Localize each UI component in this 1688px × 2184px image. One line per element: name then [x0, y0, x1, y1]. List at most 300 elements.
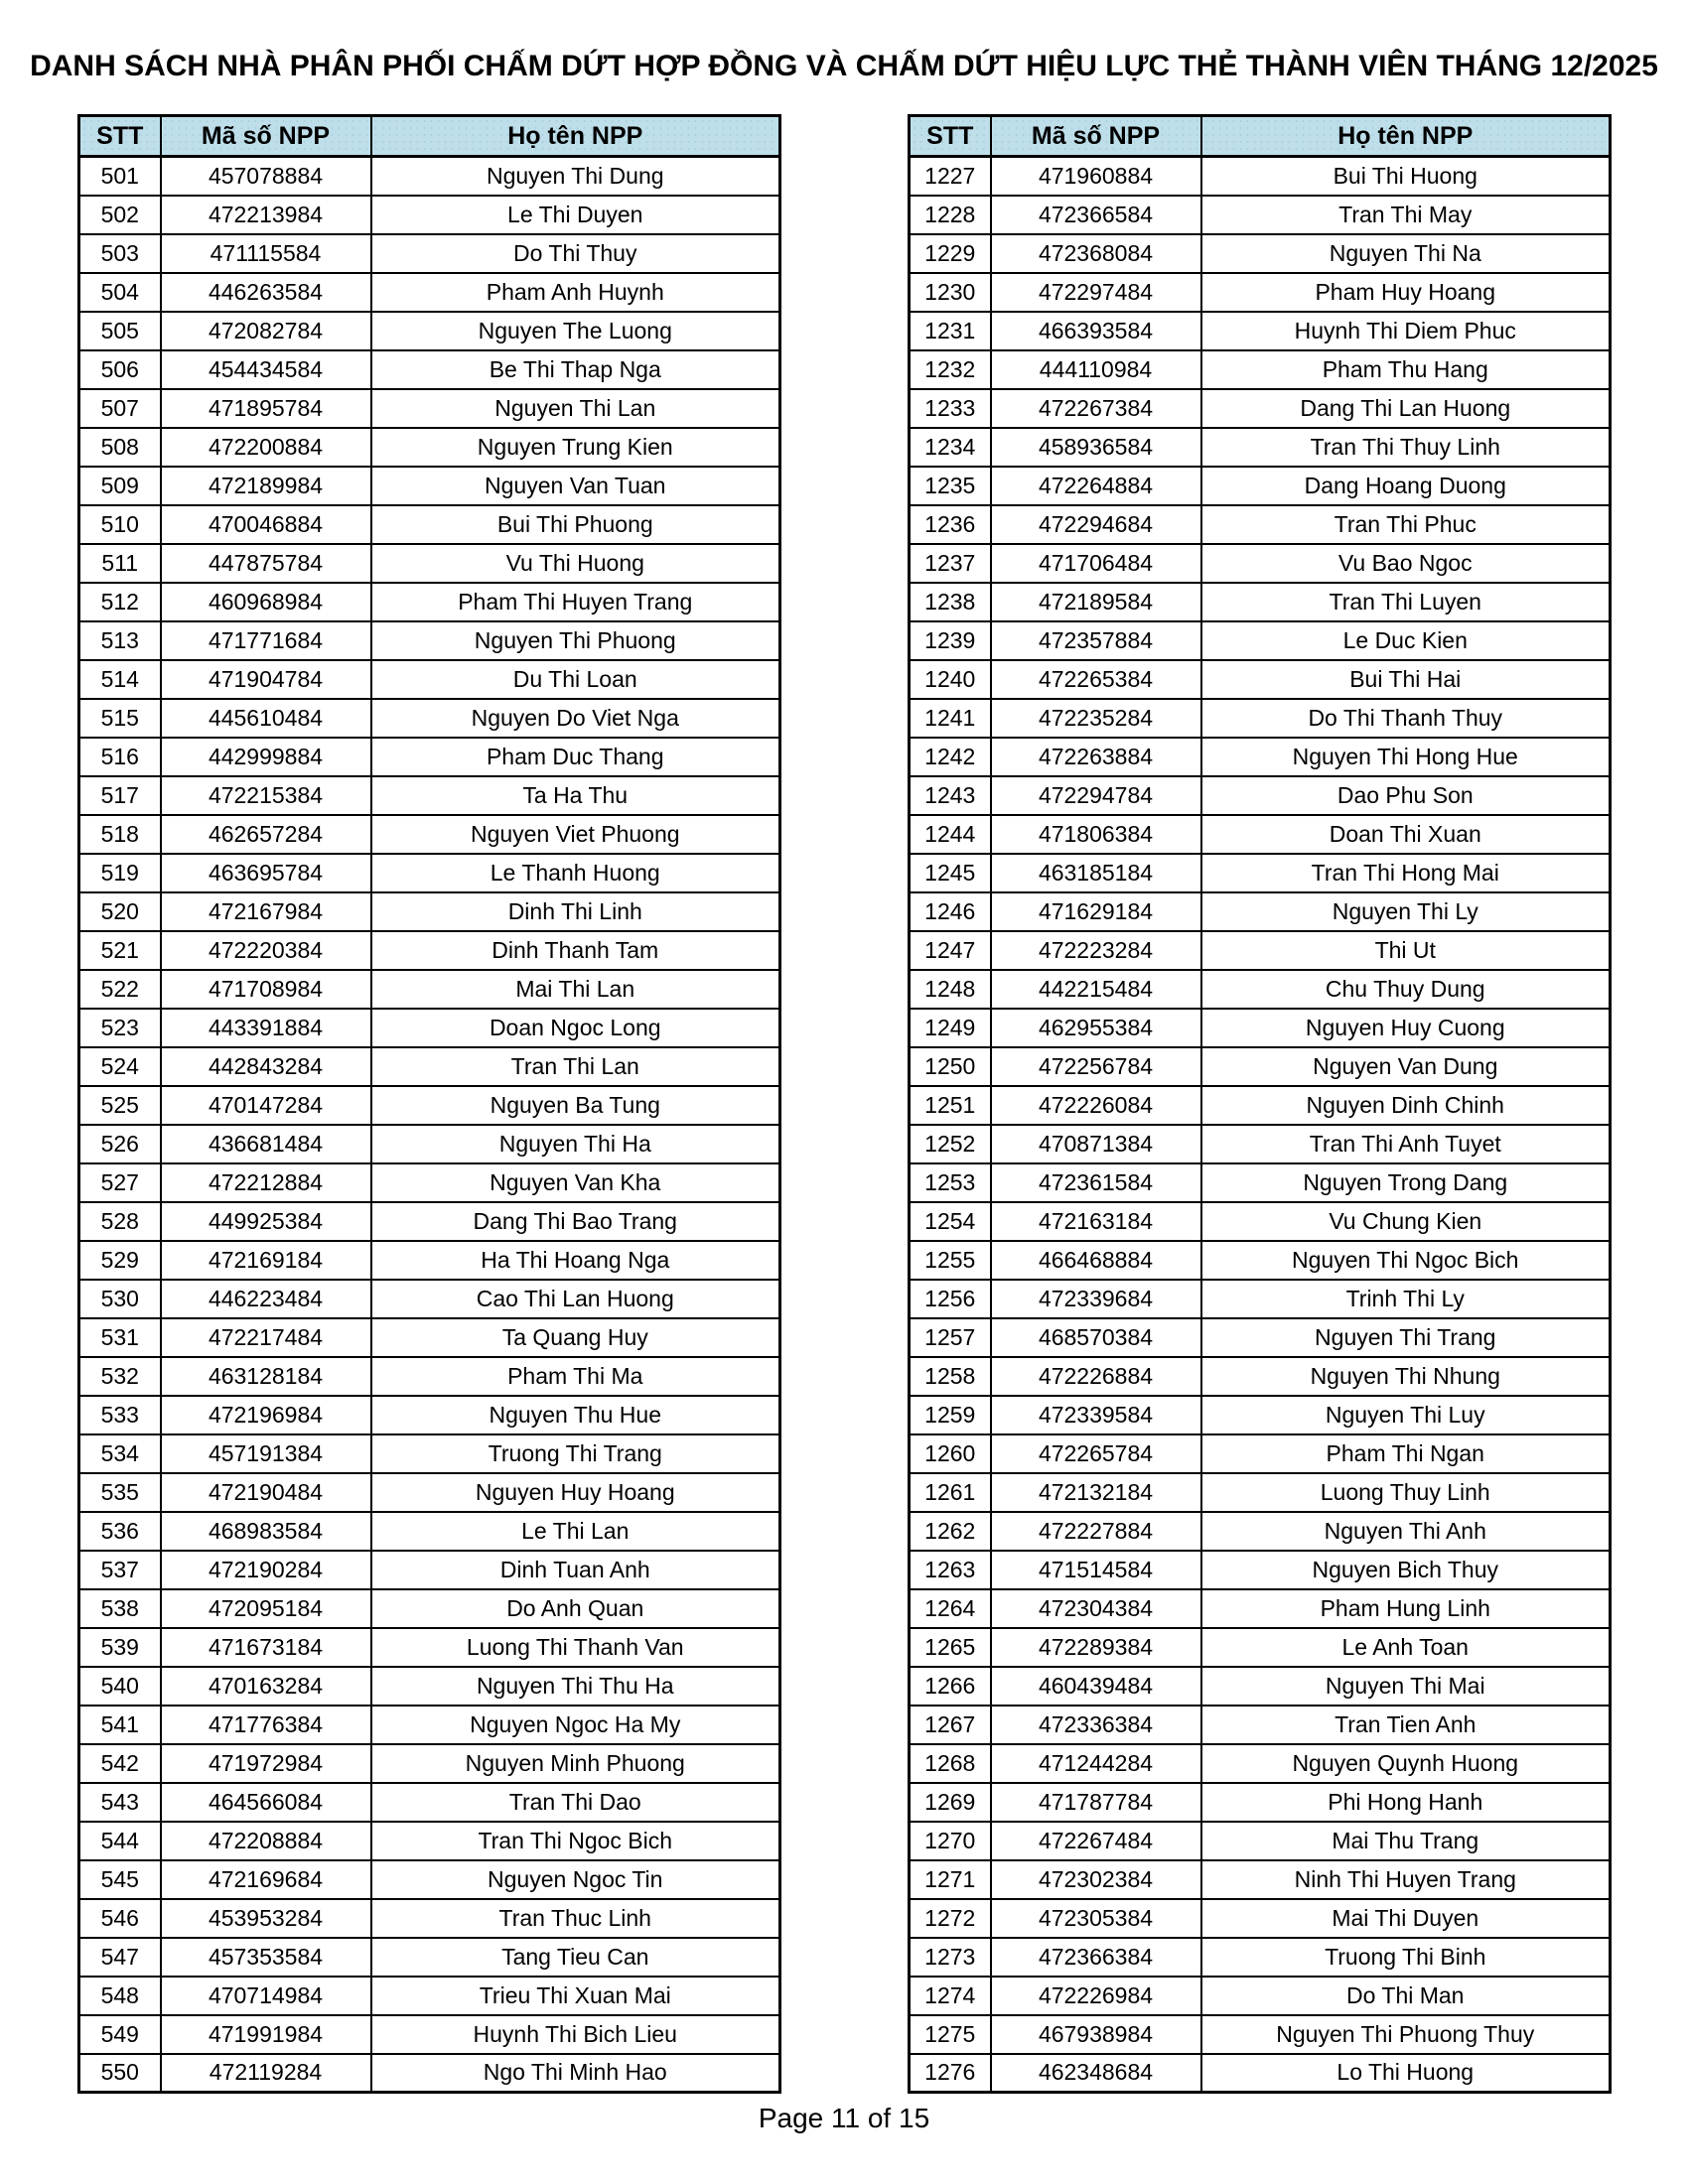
table-row [79, 815, 780, 854]
npp-name-cell: Do Thi Man [1201, 1977, 1611, 2015]
stt-cell: 549 [79, 2015, 161, 2054]
table-row [79, 699, 780, 738]
npp-name-cell: Bui Thi Hai [1201, 660, 1611, 699]
npp-name-cell: Dang Hoang Duong [1201, 467, 1611, 505]
stt-cell: 504 [79, 273, 161, 312]
npp-name-cell: Pham Anh Huynh [371, 273, 780, 312]
npp-code-cell: 458936584 [991, 428, 1201, 467]
npp-name-cell: Tran Thi Thuy Linh [1201, 428, 1611, 467]
column-header: STT [79, 116, 161, 157]
table-row [79, 1357, 780, 1396]
table-row [910, 776, 1611, 815]
stt-cell: 537 [79, 1551, 161, 1589]
table-row [910, 1977, 1611, 2015]
npp-name-cell: Thi Ut [1201, 931, 1611, 970]
npp-code-cell: 463185184 [991, 854, 1201, 892]
npp-name-cell: Nguyen Thi Hong Hue [1201, 738, 1611, 776]
npp-name-cell: Mai Thu Trang [1201, 1822, 1611, 1860]
page-title: DANH SÁCH NHÀ PHÂN PHỐI CHẤM DỨT HỢP ĐỒNG VÀ CHẤM DỨT HIỆU LỰC THẺ THÀNH VIÊN THÁNG 12/2025 [30, 50, 1658, 82]
table-row [910, 1357, 1611, 1396]
table-row [79, 1473, 780, 1512]
column-header: STT [910, 116, 991, 157]
npp-name-cell: Do Thi Thuy [371, 234, 780, 273]
stt-cell: 1266 [910, 1667, 991, 1706]
npp-code-cell: 472226984 [991, 1977, 1201, 2015]
npp-code-cell: 472212884 [161, 1163, 371, 1202]
npp-name-cell: Tran Tien Anh [1201, 1706, 1611, 1744]
npp-name-cell: Tran Thi Phuc [1201, 505, 1611, 544]
table-row [79, 1899, 780, 1938]
stt-cell: 1262 [910, 1512, 991, 1551]
npp-code-cell: 471972984 [161, 1744, 371, 1783]
npp-table-right [908, 114, 1612, 2094]
npp-name-cell: Vu Bao Ngoc [1201, 544, 1611, 583]
table-row [79, 157, 780, 196]
stt-cell: 1230 [910, 273, 991, 312]
table-row [79, 1318, 780, 1357]
npp-code-cell: 472304384 [991, 1589, 1201, 1628]
table-row [910, 350, 1611, 389]
npp-name-cell: Nguyen Van Tuan [371, 467, 780, 505]
column-header: Họ tên NPP [371, 116, 780, 157]
table-row [910, 2054, 1611, 2093]
npp-name-cell: Pham Duc Thang [371, 738, 780, 776]
npp-code-cell: 446263584 [161, 273, 371, 312]
stt-cell: 1251 [910, 1086, 991, 1125]
stt-cell: 1274 [910, 1977, 991, 2015]
stt-cell: 525 [79, 1086, 161, 1125]
table-row [79, 1241, 780, 1280]
table-row [910, 1628, 1611, 1667]
stt-cell: 514 [79, 660, 161, 699]
table-row [79, 350, 780, 389]
npp-name-cell: Huynh Thi Diem Phuc [1201, 312, 1611, 350]
table-row [910, 854, 1611, 892]
stt-cell: 535 [79, 1473, 161, 1512]
stt-cell: 506 [79, 350, 161, 389]
npp-code-cell: 467938984 [991, 2015, 1201, 2054]
stt-cell: 531 [79, 1318, 161, 1357]
npp-name-cell: Dinh Tuan Anh [371, 1551, 780, 1589]
npp-code-cell: 471991984 [161, 2015, 371, 2054]
npp-code-cell: 446223484 [161, 1280, 371, 1318]
table-row [910, 1434, 1611, 1473]
npp-name-cell: Nguyen Thi Anh [1201, 1512, 1611, 1551]
npp-code-cell: 472200884 [161, 428, 371, 467]
npp-name-cell: Dinh Thanh Tam [371, 931, 780, 970]
npp-code-cell: 462348684 [991, 2054, 1201, 2093]
table-row [79, 970, 780, 1009]
stt-cell: 1264 [910, 1589, 991, 1628]
npp-name-cell: Tran Thi Dao [371, 1783, 780, 1822]
stt-cell: 508 [79, 428, 161, 467]
table-row [79, 1009, 780, 1047]
table-row [79, 1512, 780, 1551]
npp-code-cell: 464566084 [161, 1783, 371, 1822]
npp-name-cell: Nguyen Huy Cuong [1201, 1009, 1611, 1047]
npp-code-cell: 472169184 [161, 1241, 371, 1280]
npp-name-cell: Nguyen Ngoc Ha My [371, 1706, 780, 1744]
table-row [79, 1783, 780, 1822]
npp-name-cell: Mai Thi Lan [371, 970, 780, 1009]
stt-cell: 538 [79, 1589, 161, 1628]
npp-code-cell: 472189984 [161, 467, 371, 505]
npp-code-cell: 472366584 [991, 196, 1201, 234]
npp-name-cell: Ninh Thi Huyen Trang [1201, 1860, 1611, 1899]
npp-code-cell: 472294684 [991, 505, 1201, 544]
npp-code-cell: 472235284 [991, 699, 1201, 738]
npp-name-cell: Le Thi Lan [371, 1512, 780, 1551]
table-row [910, 1860, 1611, 1899]
stt-cell: 507 [79, 389, 161, 428]
stt-cell: 545 [79, 1860, 161, 1899]
stt-cell: 510 [79, 505, 161, 544]
npp-name-cell: Do Thi Thanh Thuy [1201, 699, 1611, 738]
npp-name-cell: Chu Thuy Dung [1201, 970, 1611, 1009]
npp-name-cell: Pham Thi Ma [371, 1357, 780, 1396]
npp-code-cell: 472163184 [991, 1202, 1201, 1241]
npp-name-cell: Nguyen Trung Kien [371, 428, 780, 467]
npp-code-cell: 471787784 [991, 1783, 1201, 1822]
npp-name-cell: Dao Phu Son [1201, 776, 1611, 815]
npp-name-cell: Nguyen Thi Phuong Thuy [1201, 2015, 1611, 2054]
column-header: Họ tên NPP [1201, 116, 1611, 157]
table-row [910, 157, 1611, 196]
npp-name-cell: Nguyen Huy Hoang [371, 1473, 780, 1512]
table-row [910, 1125, 1611, 1163]
stt-cell: 1267 [910, 1706, 991, 1744]
npp-code-cell: 472267484 [991, 1822, 1201, 1860]
npp-code-cell: 442999884 [161, 738, 371, 776]
table-row [910, 234, 1611, 273]
npp-code-cell: 472196984 [161, 1396, 371, 1434]
table-row [910, 970, 1611, 1009]
npp-name-cell: Nguyen Thi Dung [371, 157, 780, 196]
npp-code-cell: 471771684 [161, 621, 371, 660]
stt-cell: 1245 [910, 854, 991, 892]
npp-name-cell: Doan Thi Xuan [1201, 815, 1611, 854]
npp-code-cell: 472169684 [161, 1860, 371, 1899]
npp-code-cell: 472305384 [991, 1899, 1201, 1938]
stt-cell: 1253 [910, 1163, 991, 1202]
npp-name-cell: Trinh Thi Ly [1201, 1280, 1611, 1318]
stt-cell: 547 [79, 1938, 161, 1977]
table-row [910, 660, 1611, 699]
table-row [79, 660, 780, 699]
stt-cell: 1263 [910, 1551, 991, 1589]
stt-cell: 530 [79, 1280, 161, 1318]
table-row [79, 621, 780, 660]
npp-name-cell: Nguyen Thi Phuong [371, 621, 780, 660]
npp-code-cell: 472366384 [991, 1938, 1201, 1977]
npp-name-cell: Ta Ha Thu [371, 776, 780, 815]
stt-cell: 520 [79, 892, 161, 931]
column-header: Mã số NPP [991, 116, 1201, 157]
npp-name-cell: Ha Thi Hoang Nga [371, 1241, 780, 1280]
npp-code-cell: 462657284 [161, 815, 371, 854]
npp-code-cell: 472208884 [161, 1822, 371, 1860]
table-row [910, 1822, 1611, 1860]
npp-code-cell: 471895784 [161, 389, 371, 428]
table-row [79, 1125, 780, 1163]
table-row [910, 1589, 1611, 1628]
stt-cell: 502 [79, 196, 161, 234]
table-row [910, 544, 1611, 583]
npp-code-cell: 472368084 [991, 234, 1201, 273]
npp-code-cell: 460439484 [991, 1667, 1201, 1706]
table-row [910, 1318, 1611, 1357]
npp-name-cell: Lo Thi Huong [1201, 2054, 1611, 2093]
table-row [79, 854, 780, 892]
table-row [910, 1667, 1611, 1706]
npp-code-cell: 454434584 [161, 350, 371, 389]
table-row [79, 312, 780, 350]
npp-code-cell: 463695784 [161, 854, 371, 892]
npp-name-cell: Nguyen Thi Ngoc Bich [1201, 1241, 1611, 1280]
stt-cell: 1235 [910, 467, 991, 505]
table-row [910, 1009, 1611, 1047]
npp-name-cell: Nguyen The Luong [371, 312, 780, 350]
table-row [79, 1589, 780, 1628]
npp-name-cell: Nguyen Van Kha [371, 1163, 780, 1202]
npp-code-cell: 471244284 [991, 1744, 1201, 1783]
table-row [910, 1473, 1611, 1512]
npp-code-cell: 468983584 [161, 1512, 371, 1551]
table-row [910, 467, 1611, 505]
stt-cell: 529 [79, 1241, 161, 1280]
npp-name-cell: Le Thi Duyen [371, 196, 780, 234]
table-row [910, 1899, 1611, 1938]
stt-cell: 513 [79, 621, 161, 660]
npp-code-cell: 471706484 [991, 544, 1201, 583]
npp-name-cell: Dinh Thi Linh [371, 892, 780, 931]
npp-name-cell: Nguyen Ba Tung [371, 1086, 780, 1125]
npp-code-cell: 470147284 [161, 1086, 371, 1125]
stt-cell: 1227 [910, 157, 991, 196]
npp-code-cell: 445610484 [161, 699, 371, 738]
stt-cell: 518 [79, 815, 161, 854]
npp-name-cell: Mai Thi Duyen [1201, 1899, 1611, 1938]
table-row [79, 116, 780, 157]
table-row [79, 776, 780, 815]
npp-code-cell: 471776384 [161, 1706, 371, 1744]
stt-cell: 536 [79, 1512, 161, 1551]
npp-code-cell: 471629184 [991, 892, 1201, 931]
npp-name-cell: Nguyen Quynh Huong [1201, 1744, 1611, 1783]
npp-code-cell: 472119284 [161, 2054, 371, 2093]
npp-code-cell: 472339684 [991, 1280, 1201, 1318]
table-row [910, 931, 1611, 970]
npp-code-cell: 442843284 [161, 1047, 371, 1086]
npp-code-cell: 471960884 [991, 157, 1201, 196]
npp-code-cell: 472189584 [991, 583, 1201, 621]
stt-cell: 522 [79, 970, 161, 1009]
npp-name-cell: Nguyen Thi Trang [1201, 1318, 1611, 1357]
npp-name-cell: Nguyen Thi Ly [1201, 892, 1611, 931]
npp-code-cell: 466393584 [991, 312, 1201, 350]
table-row [910, 1280, 1611, 1318]
table-row [910, 1512, 1611, 1551]
npp-table-left [77, 114, 781, 2094]
npp-code-cell: 472294784 [991, 776, 1201, 815]
table-row [79, 1163, 780, 1202]
npp-code-cell: 472226884 [991, 1357, 1201, 1396]
npp-code-cell: 472132184 [991, 1473, 1201, 1512]
npp-code-cell: 457191384 [161, 1434, 371, 1473]
table-header-row [79, 116, 780, 157]
stt-cell: 539 [79, 1628, 161, 1667]
npp-name-cell: Nguyen Trong Dang [1201, 1163, 1611, 1202]
npp-name-cell: Tang Tieu Can [371, 1938, 780, 1977]
npp-name-cell: Nguyen Ngoc Tin [371, 1860, 780, 1899]
table-row [79, 1744, 780, 1783]
table-row [79, 273, 780, 312]
npp-code-cell: 471514584 [991, 1551, 1201, 1589]
npp-code-cell: 472357884 [991, 621, 1201, 660]
npp-code-cell: 472265784 [991, 1434, 1201, 1473]
table-row [910, 196, 1611, 234]
table-row [79, 1977, 780, 2015]
npp-code-cell: 470046884 [161, 505, 371, 544]
stt-cell: 512 [79, 583, 161, 621]
stt-cell: 1249 [910, 1009, 991, 1047]
npp-code-cell: 472227884 [991, 1512, 1201, 1551]
stt-cell: 532 [79, 1357, 161, 1396]
table-row [910, 1938, 1611, 1977]
npp-name-cell: Tran Thi Lan [371, 1047, 780, 1086]
npp-code-cell: 453953284 [161, 1899, 371, 1938]
npp-code-cell: 466468884 [991, 1241, 1201, 1280]
npp-name-cell: Pham Huy Hoang [1201, 273, 1611, 312]
npp-code-cell: 472256784 [991, 1047, 1201, 1086]
npp-name-cell: Tran Thi Anh Tuyet [1201, 1125, 1611, 1163]
stt-cell: 1265 [910, 1628, 991, 1667]
npp-code-cell: 443391884 [161, 1009, 371, 1047]
npp-name-cell: Bui Thi Huong [1201, 157, 1611, 196]
stt-cell: 527 [79, 1163, 161, 1202]
npp-name-cell: Truong Thi Trang [371, 1434, 780, 1473]
npp-name-cell: Phi Hong Hanh [1201, 1783, 1611, 1822]
stt-cell: 1228 [910, 196, 991, 234]
table-row [910, 738, 1611, 776]
npp-code-cell: 472289384 [991, 1628, 1201, 1667]
npp-name-cell: Pham Thu Hang [1201, 350, 1611, 389]
table-row [79, 428, 780, 467]
npp-code-cell: 470871384 [991, 1125, 1201, 1163]
stt-cell: 548 [79, 1977, 161, 2015]
npp-code-cell: 457078884 [161, 157, 371, 196]
table-row [79, 544, 780, 583]
table-row [79, 1396, 780, 1434]
npp-code-cell: 472190484 [161, 1473, 371, 1512]
table-row [910, 1783, 1611, 1822]
npp-code-cell: 472190284 [161, 1551, 371, 1589]
stt-cell: 1242 [910, 738, 991, 776]
stt-cell: 517 [79, 776, 161, 815]
table-row [910, 1086, 1611, 1125]
npp-name-cell: Nguyen Thi Na [1201, 234, 1611, 273]
table-row [910, 583, 1611, 621]
stt-cell: 1259 [910, 1396, 991, 1434]
stt-cell: 515 [79, 699, 161, 738]
npp-code-cell: 472263884 [991, 738, 1201, 776]
npp-code-cell: 444110984 [991, 350, 1201, 389]
table-row [79, 2015, 780, 2054]
table-row [910, 1396, 1611, 1434]
table-row [79, 467, 780, 505]
table-row [79, 1434, 780, 1473]
npp-code-cell: 472361584 [991, 1163, 1201, 1202]
stt-cell: 1272 [910, 1899, 991, 1938]
stt-cell: 1273 [910, 1938, 991, 1977]
npp-code-cell: 471904784 [161, 660, 371, 699]
npp-code-cell: 447875784 [161, 544, 371, 583]
table-row [79, 931, 780, 970]
npp-name-cell: Do Anh Quan [371, 1589, 780, 1628]
stt-cell: 1231 [910, 312, 991, 350]
table-row [910, 312, 1611, 350]
stt-cell: 1256 [910, 1280, 991, 1318]
stt-cell: 1233 [910, 389, 991, 428]
stt-cell: 528 [79, 1202, 161, 1241]
stt-cell: 542 [79, 1744, 161, 1783]
npp-name-cell: Le Anh Toan [1201, 1628, 1611, 1667]
npp-code-cell: 471806384 [991, 815, 1201, 854]
stt-cell: 544 [79, 1822, 161, 1860]
stt-cell: 1250 [910, 1047, 991, 1086]
npp-code-cell: 462955384 [991, 1009, 1201, 1047]
stt-cell: 1229 [910, 234, 991, 273]
stt-cell: 1269 [910, 1783, 991, 1822]
npp-code-cell: 472264884 [991, 467, 1201, 505]
npp-name-cell: Nguyen Thi Thu Ha [371, 1667, 780, 1706]
table-row [79, 1706, 780, 1744]
npp-name-cell: Ta Quang Huy [371, 1318, 780, 1357]
stt-cell: 1243 [910, 776, 991, 815]
table-row [79, 234, 780, 273]
npp-code-cell: 436681484 [161, 1125, 371, 1163]
stt-cell: 501 [79, 157, 161, 196]
npp-name-cell: Luong Thuy Linh [1201, 1473, 1611, 1512]
stt-cell: 1247 [910, 931, 991, 970]
npp-name-cell: Le Thanh Huong [371, 854, 780, 892]
npp-name-cell: Nguyen Van Dung [1201, 1047, 1611, 1086]
npp-code-cell: 472220384 [161, 931, 371, 970]
npp-name-cell: Vu Thi Huong [371, 544, 780, 583]
stt-cell: 1268 [910, 1744, 991, 1783]
npp-code-cell: 472082784 [161, 312, 371, 350]
stt-cell: 1236 [910, 505, 991, 544]
stt-cell: 1258 [910, 1357, 991, 1396]
table-row [910, 1551, 1611, 1589]
npp-code-cell: 472217484 [161, 1318, 371, 1357]
table-row [910, 389, 1611, 428]
npp-name-cell: Nguyen Minh Phuong [371, 1744, 780, 1783]
table-row [79, 1551, 780, 1589]
table-row [910, 505, 1611, 544]
table-row [79, 505, 780, 544]
column-header: Mã số NPP [161, 116, 371, 157]
npp-name-cell: Huynh Thi Bich Lieu [371, 2015, 780, 2054]
npp-code-cell: 470163284 [161, 1667, 371, 1706]
npp-name-cell: Cao Thi Lan Huong [371, 1280, 780, 1318]
stt-cell: 1260 [910, 1434, 991, 1473]
table-row [910, 428, 1611, 467]
table-header-row [910, 116, 1611, 157]
npp-name-cell: Dang Thi Lan Huong [1201, 389, 1611, 428]
stt-cell: 1276 [910, 2054, 991, 2093]
table-row [79, 1938, 780, 1977]
